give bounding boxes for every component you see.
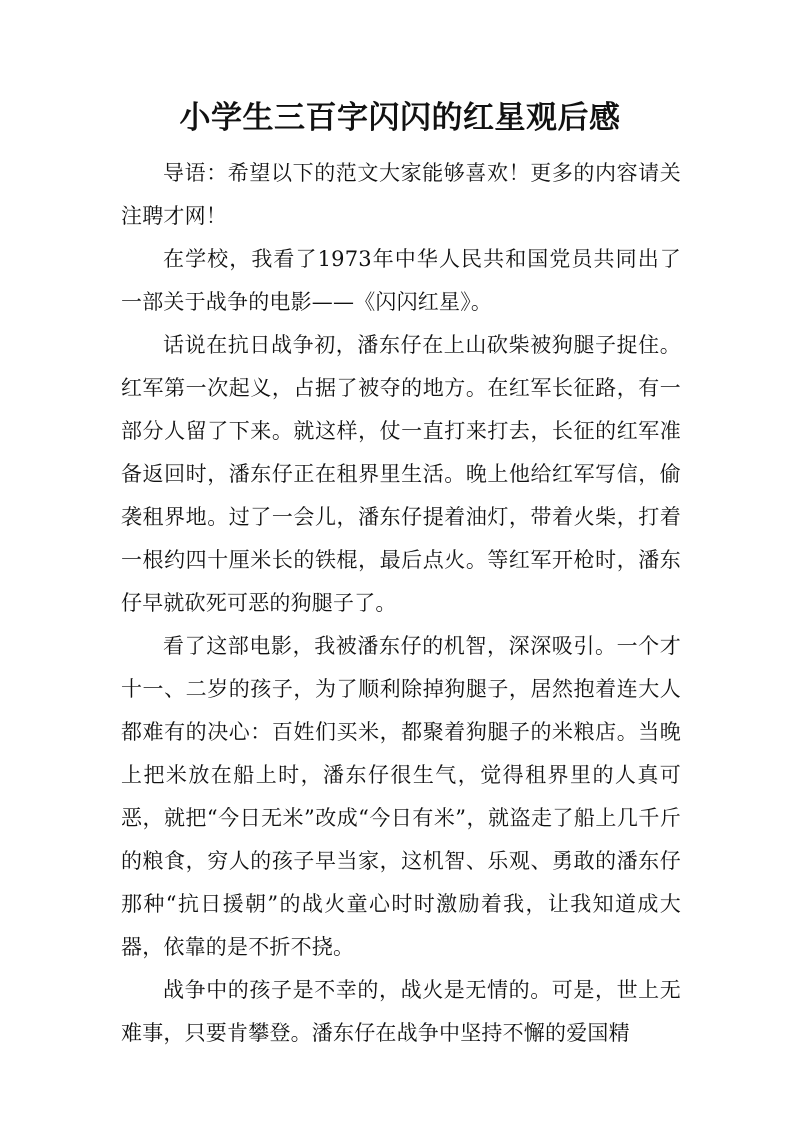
- paragraph-plot: 话说在抗日战争初，潘东仔在上山砍柴被狗腿子捉住。红军第一次起义，占据了被夺的地方。在红军长征路，有一部分人留了下来。就这样，仗一直打来打去，长征的红军准备返回时，潘东仔正在租界里生活。晚上他给红军写信，偷袭租界地。过了一会儿，潘东仔提着油灯，带着火柴，打着一根约四十厘米长的铁棍，最后点火。等红军开枪时，潘东仔早就砍死可恶的狗腿子了。: [121, 333, 681, 615]
- paragraph-reflection: 看了这部电影，我被潘东仔的机智，深深吸引。一个才十一、二岁的孩子，为了顺利除掉狗腿子，居然抱着连大人都难有的决心：百姓们买米，都聚着狗腿子的米粮店。当晚上把米放在船上时，潘东仔很生气，觉得租界里的人真可恶，就把“今日无米”改成“今日有米”，就盗走了船上几千斤的粮食，穷人的孩子早当家，这机智、乐观、勇敢的潘东仔那种“抗日援朝”的战火童心时时激励着我，让我知道成大器，依靠的是不折不挠。: [121, 634, 681, 959]
- paragraph-intro: 导语：希望以下的范文大家能够喜欢！更多的内容请关注聘才网！: [121, 161, 681, 228]
- paragraph-viewing: 在学校，我看了1973年中华人民共和国党员共同出了一部关于战争的电影——《闪闪红星》。: [121, 247, 681, 314]
- paragraph-conclusion: 战争中的孩子是不幸的，战火是无情的。可是，世上无难事，只要肯攀登。潘东仔在战争中坚持不懈的爱国精: [121, 978, 681, 1045]
- document-title: 小学生三百字闪闪的红星观后感: [179, 100, 621, 136]
- document-body: [121, 152, 681, 1055]
